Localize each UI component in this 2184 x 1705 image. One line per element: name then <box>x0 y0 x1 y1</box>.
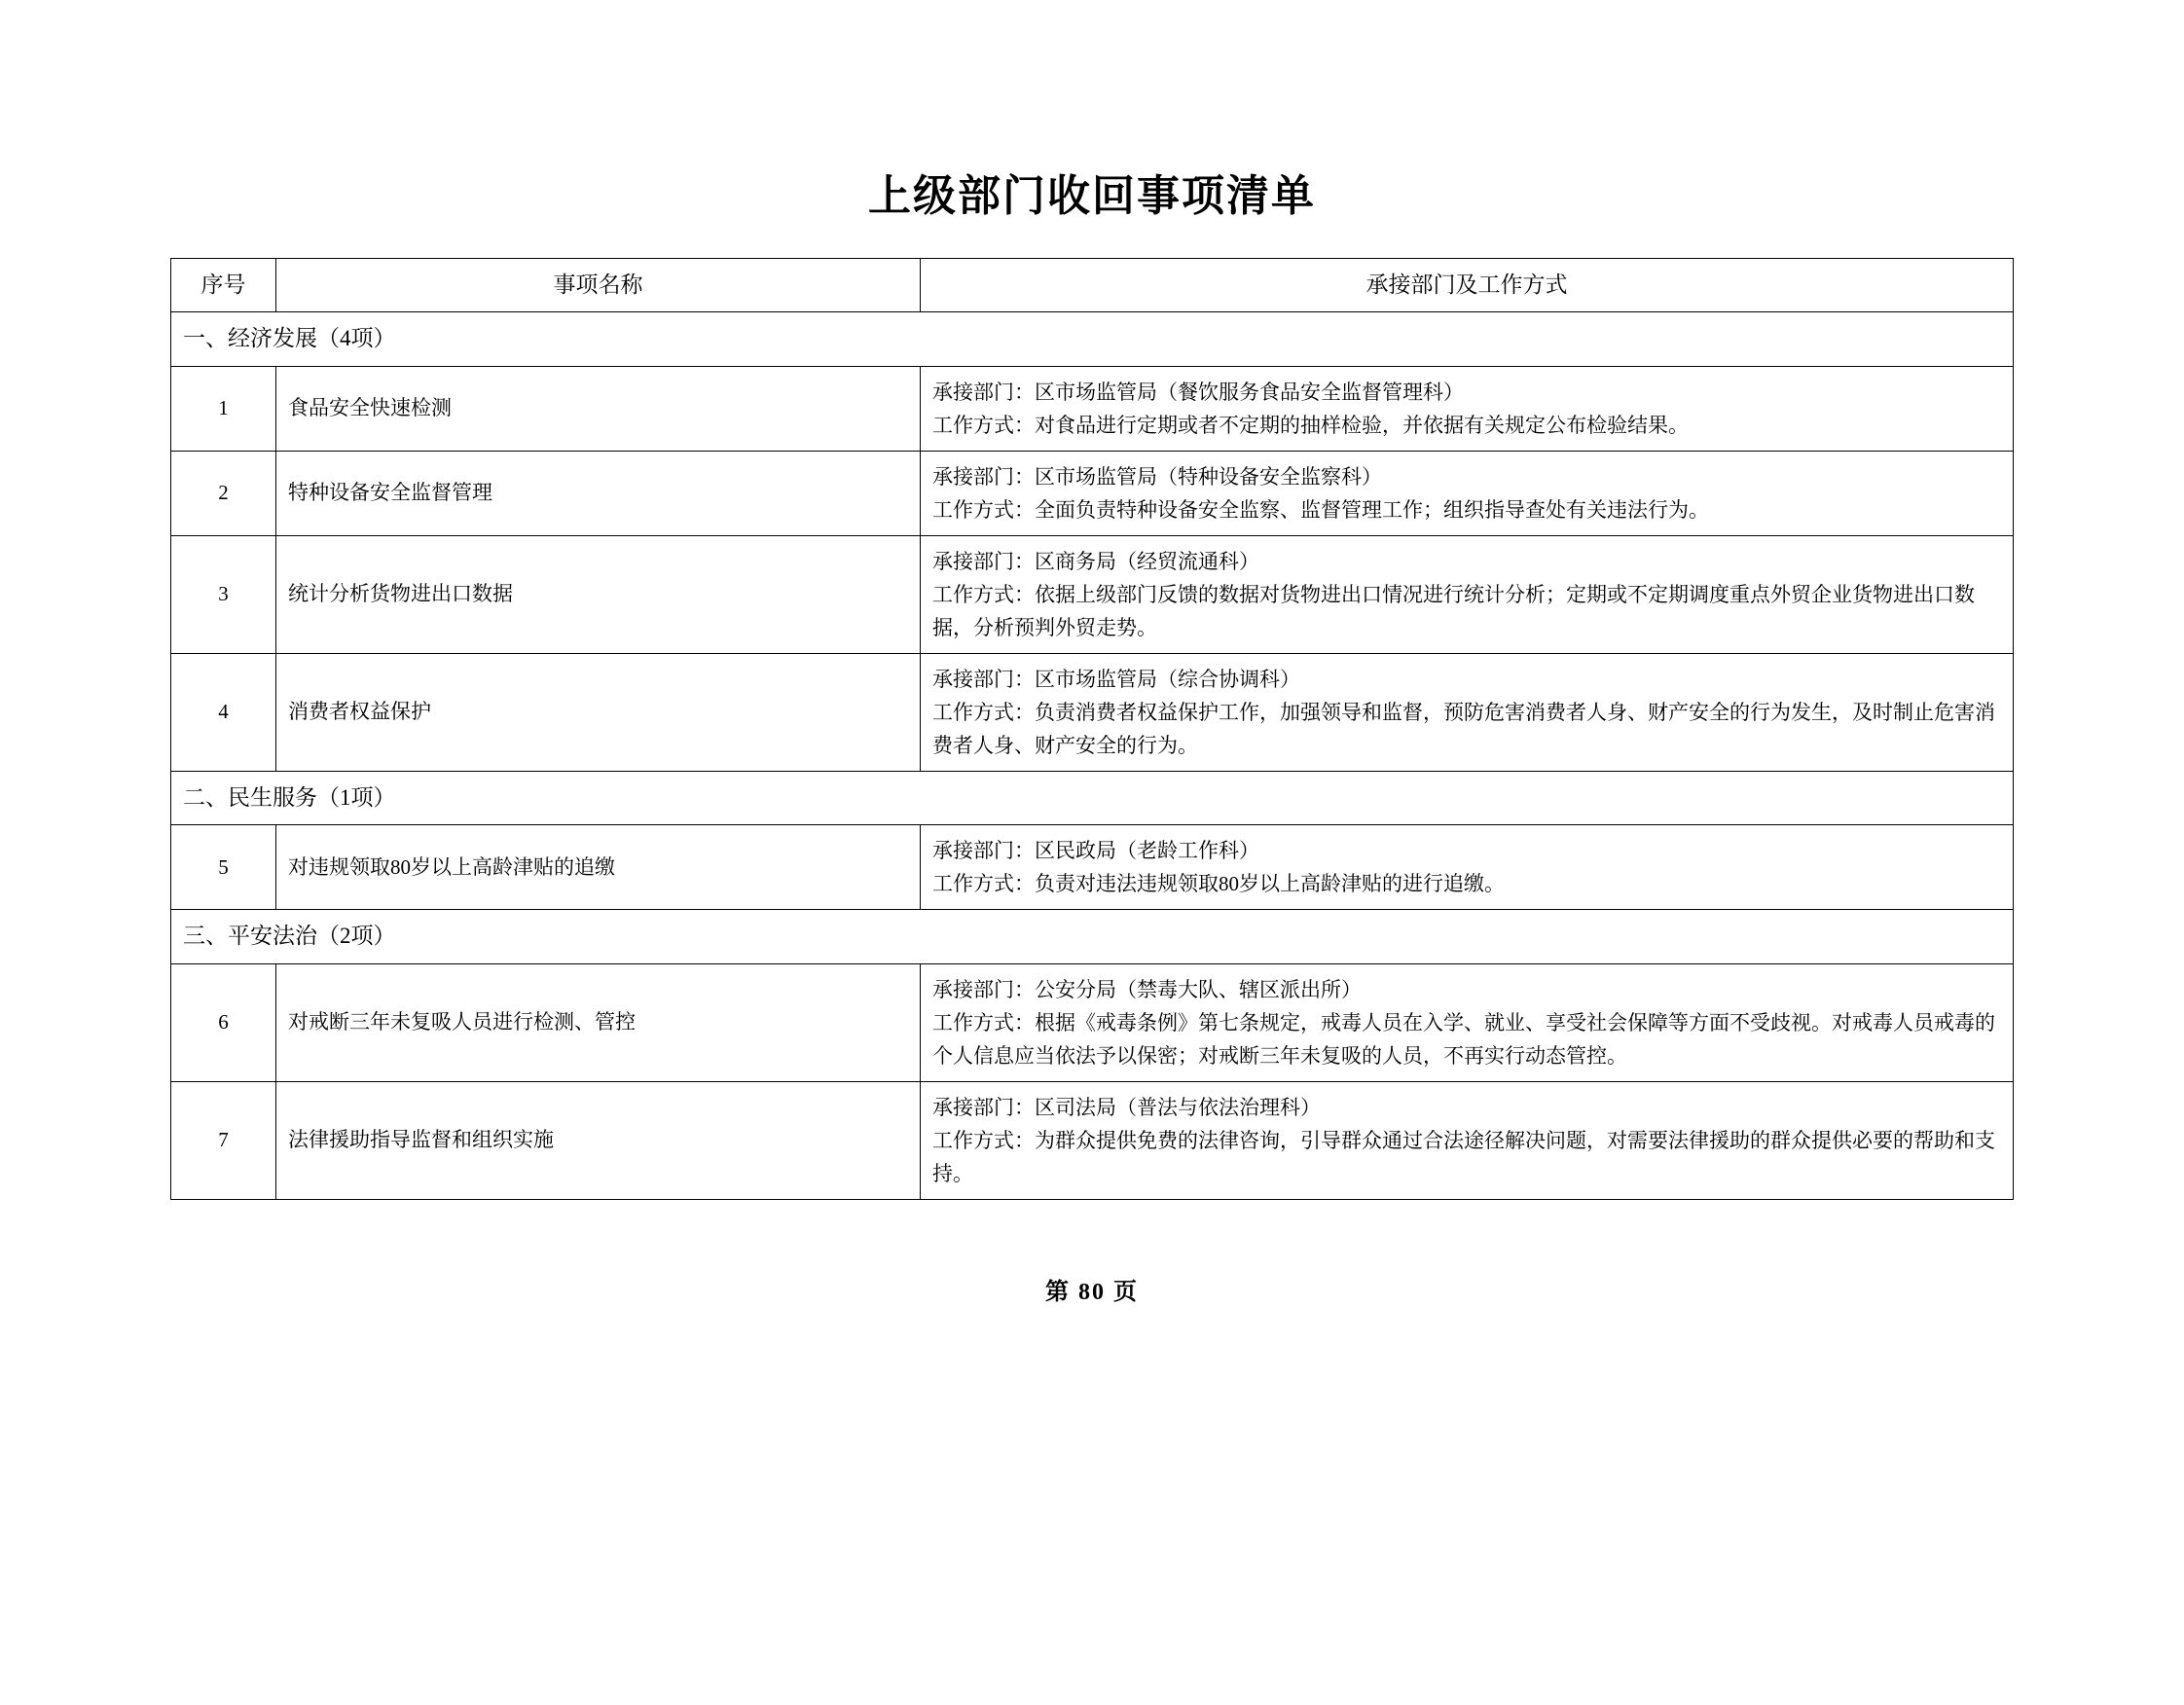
table-header-row <box>171 259 2014 312</box>
row-name: 消费者权益保护 <box>276 653 921 771</box>
page-title: 上级部门收回事项清单 <box>868 172 1316 220</box>
row-no: 4 <box>171 653 276 771</box>
row-no: 2 <box>171 451 276 535</box>
row-dept-department: 承接部门：公安分局（禁毒大队、辖区派出所） <box>932 977 1362 1001</box>
row-no: 1 <box>171 366 276 451</box>
row-name: 对违规领取80岁以上高龄津贴的追缴 <box>276 825 921 910</box>
section-heading: 三、平安法治（2项） <box>171 910 2014 963</box>
table-row <box>171 451 2014 535</box>
row-no: 7 <box>171 1081 276 1199</box>
row-no: 5 <box>171 825 276 910</box>
row-dept <box>921 963 2014 1081</box>
row-name: 特种设备安全监督管理 <box>276 451 921 535</box>
row-dept-department: 承接部门：区民政局（老龄工作科） <box>932 839 1259 863</box>
row-dept <box>921 451 2014 535</box>
row-dept-department: 承接部门：区市场监管局（餐饮服务食品安全监督管理科） <box>932 380 1464 404</box>
table-row <box>171 1081 2014 1199</box>
column-header-name: 事项名称 <box>276 259 921 312</box>
row-dept <box>921 653 2014 771</box>
row-dept <box>921 535 2014 653</box>
column-header-no: 序号 <box>171 259 276 312</box>
row-dept-method: 工作方式：根据《戒毒条例》第七条规定，戒毒人员在入学、就业、享受社会保障等方面不受歧视。对戒毒人员戒毒的个人信息应当依法予以保密；对戒断三年未复吸的人员，不再实行动态管控。 <box>932 1010 1995 1068</box>
section-heading: 二、民生服务（1项） <box>171 771 2014 824</box>
table-row <box>171 963 2014 1081</box>
row-dept-method: 工作方式：为群众提供免费的法律咨询，引导群众通过合法途径解决问题，对需要法律援助的群众提供必要的帮助和支持。 <box>932 1128 1995 1185</box>
row-name: 对戒断三年未复吸人员进行检测、管控 <box>276 963 921 1081</box>
row-no: 3 <box>171 535 276 653</box>
row-dept <box>921 1081 2014 1199</box>
table-row <box>171 825 2014 910</box>
table-row <box>171 535 2014 653</box>
table-body <box>171 312 2014 1199</box>
row-name: 统计分析货物进出口数据 <box>276 535 921 653</box>
section-heading: 一、经济发展（4项） <box>171 312 2014 366</box>
section-heading-row <box>171 910 2014 963</box>
section-heading-row <box>171 312 2014 366</box>
column-header-dept: 承接部门及工作方式 <box>921 259 2014 312</box>
row-dept-department: 承接部门：区司法局（普法与依法治理科） <box>932 1095 1321 1119</box>
table-header <box>171 259 2014 312</box>
row-name: 法律援助指导监督和组织实施 <box>276 1081 921 1199</box>
row-dept-method: 工作方式：依据上级部门反馈的数据对货物进出口情况进行统计分析；定期或不定期调度重点外贸企业货物进出口数据，分析预判外贸走势。 <box>932 582 1975 639</box>
row-dept <box>921 825 2014 910</box>
table-row <box>171 653 2014 771</box>
row-dept-department: 承接部门：区商务局（经贸流通科） <box>932 549 1259 573</box>
section-heading-row <box>171 771 2014 824</box>
row-dept-method: 工作方式：负责对违法违规领取80岁以上高龄津贴的进行追缴。 <box>932 872 1505 896</box>
page-number: 第 80 页 <box>1045 1279 1139 1305</box>
items-table <box>170 258 2014 1200</box>
row-name: 食品安全快速检测 <box>276 366 921 451</box>
row-dept-method: 工作方式：负责消费者权益保护工作，加强领导和监督，预防危害消费者人身、财产安全的行为发生，及时制止危害消费者人身、财产安全的行为。 <box>932 700 1995 757</box>
row-dept-department: 承接部门：区市场监管局（特种设备安全监察科） <box>932 464 1382 489</box>
row-dept-method: 工作方式：对食品进行定期或者不定期的抽样检验，并依据有关规定公布检验结果。 <box>932 413 1689 437</box>
row-no: 6 <box>171 963 276 1081</box>
row-dept-method: 工作方式：全面负责特种设备安全监察、监督管理工作；组织指导查处有关违法行为。 <box>932 497 1709 522</box>
document-page <box>0 161 2184 1705</box>
table-row <box>171 366 2014 451</box>
row-dept-department: 承接部门：区市场监管局（综合协调科） <box>932 667 1300 691</box>
row-dept <box>921 366 2014 451</box>
